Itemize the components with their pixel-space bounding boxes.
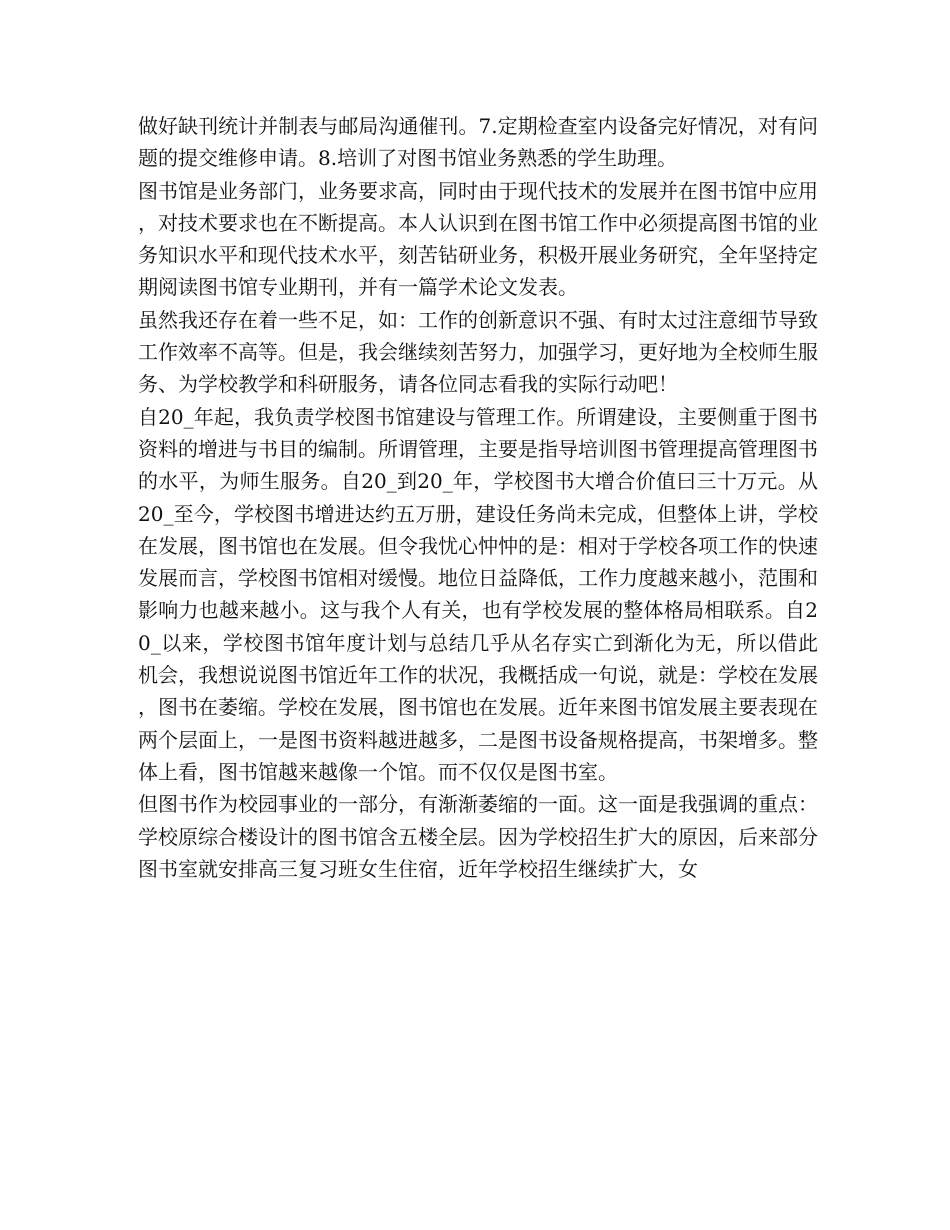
- paragraph-5: 但图书作为校园事业的一部分，有渐渐萎缩的一面。这一面是我强调的重点：: [138, 792, 818, 817]
- paragraph-3: 虽然我还存在着一些不足，如：工作的创新意识不强、有时太过注意细节导致工作效率不高等。但是，我会继续刻苦努力，加强学习，更好地为全校师生服务、为学校教学和科研服务，请各位同志看我的实际行动吧！: [138, 307, 818, 397]
- paragraph-1: 做好缺刊统计并制表与邮局沟通催刊。7.定期检查室内设备完好情况，对有问题的提交维修申请。8.培训了对图书馆业务熟悉的学生助理。: [138, 114, 818, 171]
- paragraph-6: 学校原综合楼设计的图书馆含五楼全层。因为学校招生扩大的原因，后来部分图书室就安排高三复习班女生住宿，近年学校招生继续扩大，女: [138, 824, 818, 881]
- paragraph-4: 自20_年起，我负责学校图书馆建设与管理工作。所谓建设，主要侧重于图书资料的增进与书目的编制。所谓管理，主要是指导培训图书管理提高管理图书的水平，为师生服务。自20_到20_年，学校图书大增合价值曰三十万元。从20_至今，学校图书增进达约五万册，建设任务尚未完成，但整体上讲，学校在发展，图书馆也在发展。但令我忧心忡忡的是：相对于学校各项工作的快速发展而言，学校图书馆相对缓慢。地位日益降低，工作力度越来越小，范围和影响力也越来越小。这与我个人有关，也有学校发展的整体格局相联系。自20_以来，学校图书馆年度计划与总结几乎从名存实亡到渐化为无，所以借此机会，我想说说图书馆近年工作的状况，我概括成一句说，就是：学校在发展，图书在萎缩。学校在发展，图书馆也在发展。近年来图书馆发展主要表现在两个层面上，一是图书资料越进越多，二是图书设备规格提高，书架增多。整体上看，图书馆越来越像一个馆。而不仅仅是图书室。: [138, 404, 818, 784]
- document-page: [138, 110, 818, 885]
- paragraph-2: 图书馆是业务部门，业务要求高，同时由于现代技术的发展并在图书馆中应用，对技术要求也在不断提高。本人认识到在图书馆工作中必须提高图书馆的业务知识水平和现代技术水平，刻苦钻研业务，积极开展业务研究，全年坚持定期阅读图书馆专业期刊，并有一篇学术论文发表。: [138, 178, 818, 300]
